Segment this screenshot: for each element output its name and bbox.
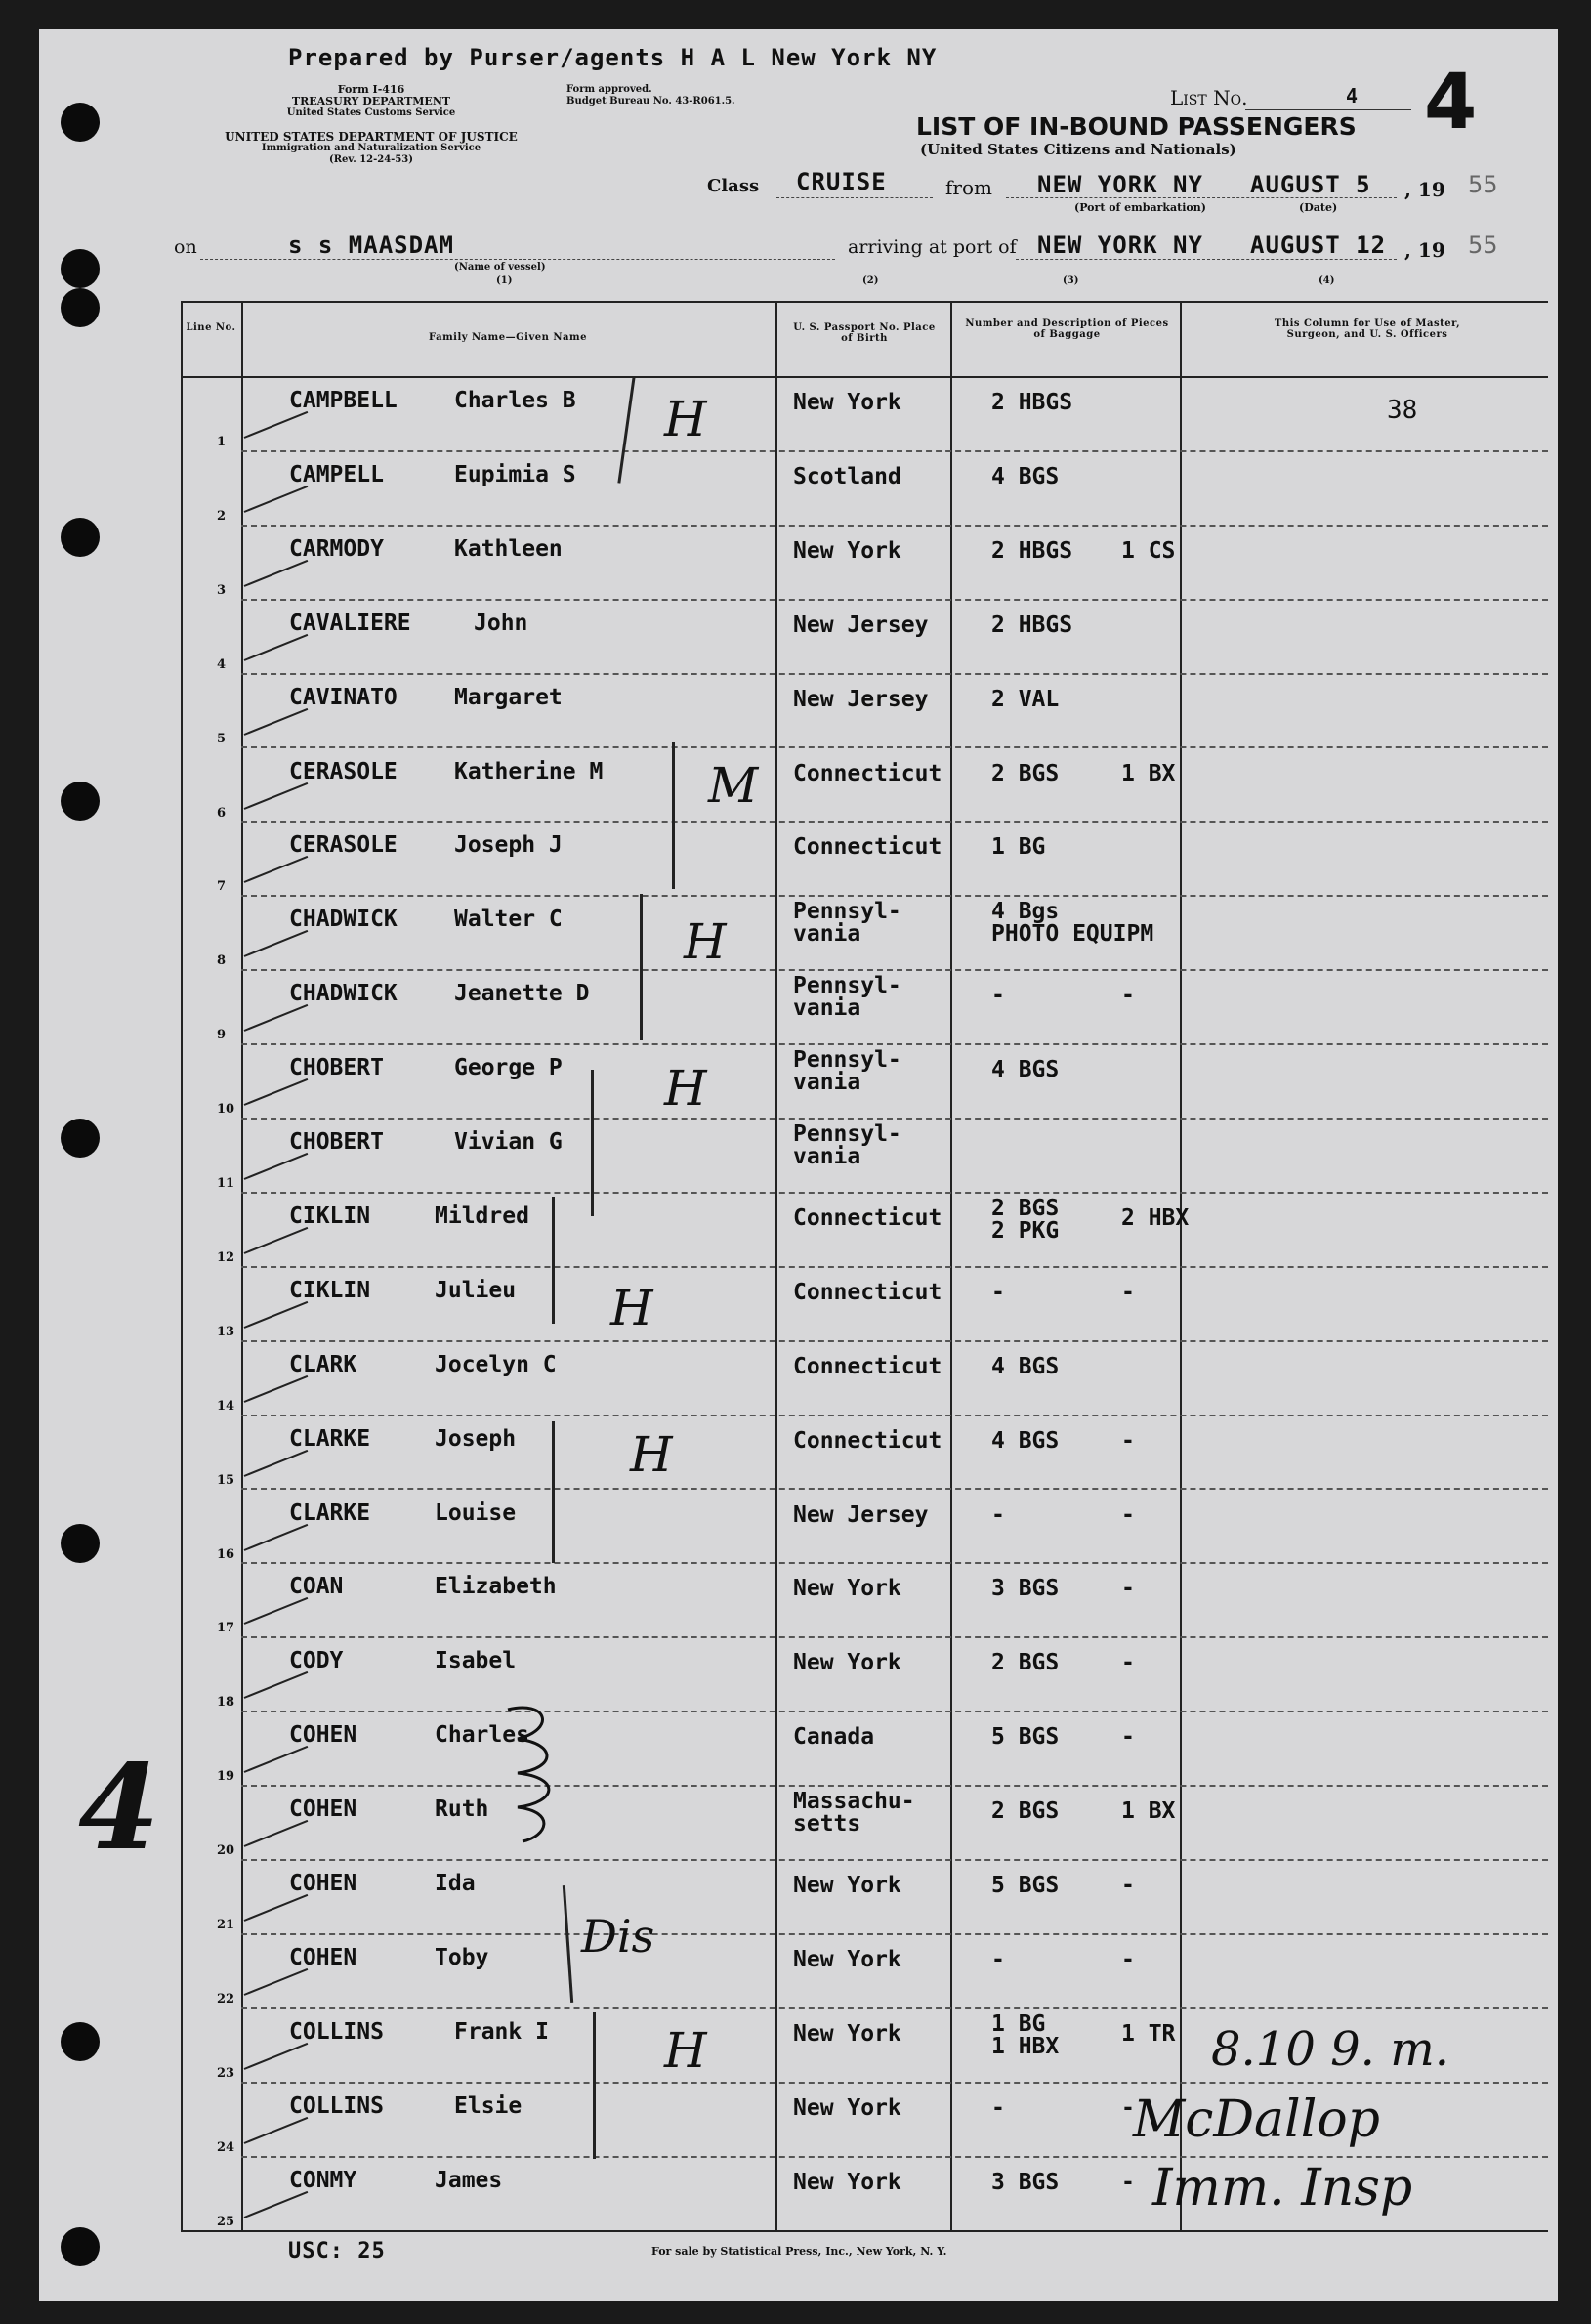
arrival-date: AUGUST 12 (1250, 232, 1387, 259)
table-row (39, 1489, 1558, 1563)
officer-row1-number: 38 (1387, 396, 1418, 425)
class-label: Class (707, 176, 760, 196)
baggage-description: 3 BGS (991, 1576, 1060, 1602)
baggage-extra: - (1121, 1873, 1135, 1898)
baggage-description: 2 BGS (991, 760, 1060, 786)
family-name: CHADWICK (289, 907, 398, 933)
family-name: COLLINS (289, 2092, 384, 2119)
list-no-label: List No. (1170, 86, 1248, 109)
line-number: 5 (217, 731, 227, 746)
check-mark (244, 560, 309, 587)
line-number: 9 (217, 1028, 227, 1043)
treasury-dept: TREASURY DEPARTMENT (291, 95, 451, 107)
table-row (39, 1043, 1558, 1118)
family-name: CIKLIN (289, 1277, 371, 1303)
baggage-description: 4 BGS (991, 1427, 1060, 1454)
family-name: CLARKE (289, 1500, 371, 1526)
list-no: 4 (1346, 84, 1360, 107)
handwritten-h-mark: H (664, 391, 707, 447)
given-name: Elsie (454, 2092, 523, 2119)
from-label: from (945, 176, 992, 199)
on-label: on (174, 236, 197, 258)
embarkation-caption: (Port of embarkation) (1074, 201, 1206, 214)
family-name: COHEN (289, 1722, 357, 1749)
ins-service: Immigration and Naturalization Service (261, 143, 481, 153)
place-of-birth: New York (793, 2094, 901, 2121)
place-of-birth: Pennsyl- vania (793, 1047, 901, 1096)
given-name: Mildred (435, 1203, 529, 1229)
given-name: Eupimia S (454, 461, 576, 487)
place-of-birth: Connecticut (793, 760, 942, 786)
check-mark (244, 1004, 309, 1032)
baggage-extra: - (1121, 2094, 1135, 2121)
handwritten-h-mark: H (610, 1280, 653, 1336)
cap-2: (2) (862, 275, 879, 286)
place-of-birth: Connecticut (793, 834, 942, 861)
family-name: CERASOLE (289, 832, 398, 859)
line-number: 14 (217, 1398, 235, 1414)
revision: (Rev. 12-24-53) (329, 154, 413, 165)
given-name: Katherine M (454, 758, 604, 784)
handwritten-h-mark: H (684, 913, 727, 970)
punch-hole (61, 288, 100, 327)
line-number: 7 (217, 879, 227, 895)
page-subtitle: (United States Citizens and Nationals) (920, 141, 1236, 158)
line-number: 6 (217, 805, 227, 821)
family-name: COHEN (289, 1871, 357, 1896)
place-of-birth: New York (793, 1946, 901, 1972)
punch-hole (61, 2227, 100, 2266)
given-name: James (435, 2167, 503, 2193)
line-number: 3 (217, 582, 227, 598)
form-approved: Form approved. (566, 84, 652, 95)
handwritten-m-mark: M (708, 757, 759, 814)
baggage-description: 2 BGS 2 PKG (991, 1195, 1060, 1244)
table-row (39, 1636, 1558, 1711)
baggage-description: 4 BGS (991, 1057, 1060, 1083)
given-name: Louise (435, 1500, 517, 1526)
line-number: 8 (217, 953, 227, 969)
check-mark (244, 1227, 309, 1254)
table-row (39, 376, 1558, 450)
given-name: Joseph J (454, 832, 563, 859)
check-mark (244, 634, 309, 661)
inspector-signature: McDallop (1133, 2091, 1380, 2149)
given-name: John (474, 610, 528, 636)
col-header-officers: This Column for Use of Master, Surgeon, and U. S. Officers (1274, 318, 1461, 340)
usc-count: USC: 25 (288, 2239, 386, 2263)
prepared-by: Prepared by Purser/agents H A L New York NY (288, 44, 938, 71)
from-date: AUGUST 5 (1250, 171, 1371, 198)
family-name: CHOBERT (289, 1129, 384, 1155)
table-row (39, 747, 1558, 822)
line-number: 19 (217, 1769, 235, 1785)
vessel-name: s s MAASDAM (288, 232, 454, 259)
check-mark (244, 1820, 309, 1847)
cap-4: (4) (1319, 275, 1335, 286)
col-header-line-no: Line No. (186, 322, 236, 333)
baggage-description: - (991, 983, 1005, 1009)
check-mark (244, 707, 309, 735)
check-mark (244, 856, 309, 883)
baggage-description: - (991, 1946, 1005, 1972)
family-name: COLLINS (289, 2018, 384, 2045)
place-of-birth: Scotland (793, 463, 901, 489)
baggage-extra: 2 HBX (1121, 1204, 1190, 1231)
given-name: Margaret (454, 684, 563, 710)
baggage-extra: - (1121, 1650, 1135, 1676)
baggage-description: 3 BGS (991, 2169, 1060, 2195)
baggage-description: 2 BGS (991, 1650, 1060, 1676)
table-row (39, 1933, 1558, 2007)
table-row (39, 821, 1558, 895)
given-name: Julieu (435, 1277, 517, 1303)
check-mark (244, 782, 309, 809)
form-number: Form I-416 (337, 83, 405, 96)
line-number: 10 (217, 1102, 235, 1118)
check-mark (244, 2190, 309, 2218)
line-number: 15 (217, 1472, 235, 1488)
family-name: CODY (289, 1648, 344, 1674)
family-name: CHOBERT (289, 1055, 384, 1081)
place-of-birth: Pennsyl- vania (793, 1121, 901, 1169)
line-number: 23 (217, 2065, 235, 2081)
line-number: 24 (217, 2139, 235, 2155)
baggage-description: 2 VAL (991, 686, 1060, 712)
check-mark (244, 1078, 309, 1106)
baggage-extra: - (1121, 1724, 1135, 1751)
class-value: CRUISE (796, 168, 887, 195)
col-header-name: Family Name—Given Name (429, 332, 587, 343)
table-row (39, 1192, 1558, 1266)
family-name: CHADWICK (289, 981, 398, 1007)
baggage-extra: 1 TR (1121, 2020, 1176, 2047)
col-header-passport: U. S. Passport No. Place of Birth (793, 322, 936, 344)
baggage-description: 1 BG (991, 834, 1046, 861)
baggage-extra: - (1121, 1427, 1135, 1454)
baggage-extra: 1 BX (1121, 1798, 1176, 1825)
baggage-description: 2 HBGS (991, 537, 1073, 564)
place-of-birth: New Jersey (793, 686, 929, 712)
baggage-extra: - (1121, 983, 1135, 1009)
year-suffix: 55 (1468, 171, 1498, 198)
place-of-birth: Connecticut (793, 1427, 942, 1454)
family-name: CAVALIERE (289, 610, 411, 636)
given-name: Charles B (454, 388, 576, 413)
family-name: CIKLIN (289, 1203, 371, 1229)
family-name: COHEN (289, 1944, 357, 1970)
arrival-year-prefix: , 19 (1404, 238, 1445, 262)
line-number: 1 (217, 435, 227, 449)
handwritten-h-mark: H (630, 1426, 673, 1483)
given-name: Joseph (435, 1425, 517, 1452)
page-title: LIST OF IN-BOUND PASSENGERS (916, 112, 1357, 141)
baggage-description: - (991, 1279, 1005, 1305)
baggage-extra: - (1121, 1501, 1135, 1528)
baggage-description: 2 HBGS (991, 390, 1073, 415)
place-of-birth: New York (793, 1650, 901, 1676)
baggage-extra: - (1121, 1576, 1135, 1602)
place-of-birth: Canada (793, 1724, 875, 1751)
arriving-label: arriving at port of (848, 236, 1017, 258)
given-name: Elizabeth (435, 1574, 557, 1600)
cap-3: (3) (1063, 275, 1079, 286)
line-number: 12 (217, 1249, 235, 1265)
check-mark (244, 1746, 309, 1773)
baggage-extra: 1 CS (1121, 537, 1176, 564)
line-number: 2 (217, 508, 227, 524)
cap-1: (1) (496, 275, 513, 286)
table-row (39, 969, 1558, 1043)
line-number: 25 (217, 2214, 235, 2229)
place-of-birth: New Jersey (793, 612, 929, 638)
baggage-description: - (991, 2094, 1005, 2121)
baggage-description: 5 BGS (991, 1724, 1060, 1751)
check-mark (244, 1671, 309, 1699)
check-mark (244, 1153, 309, 1180)
given-name: Kathleen (454, 535, 563, 562)
check-mark (244, 486, 309, 513)
place-of-birth: Connecticut (793, 1353, 942, 1379)
given-name: Walter C (454, 907, 563, 933)
margin-mark: 4 (78, 1739, 160, 1877)
given-name: Toby (435, 1944, 489, 1970)
budget-bureau: Budget Bureau No. 43-R061.5. (566, 96, 735, 106)
given-name: Ida (435, 1871, 476, 1896)
line-number: 20 (217, 1843, 235, 1859)
punch-hole (61, 249, 100, 288)
baggage-description: 1 BG 1 HBX (991, 2010, 1060, 2059)
customs-service: United States Customs Service (286, 107, 456, 118)
family-name: CLARKE (289, 1425, 371, 1452)
place-of-birth: New York (793, 2020, 901, 2047)
scribble-mark (488, 1700, 566, 1846)
handwritten-h-mark: H (664, 1060, 707, 1117)
place-of-birth: New York (793, 1576, 901, 1602)
baggage-description: 4 BGS (991, 1353, 1060, 1379)
place-of-birth: Connecticut (793, 1204, 942, 1231)
handwritten-h-mark: H (664, 2022, 707, 2079)
check-mark (244, 1894, 309, 1922)
check-mark (244, 2117, 309, 2144)
place-of-birth: New Jersey (793, 1501, 929, 1528)
baggage-extra: - (1121, 2169, 1135, 2195)
check-mark (244, 930, 309, 957)
arrival-port: NEW YORK NY (1037, 232, 1203, 259)
family-name: CAVINATO (289, 684, 398, 710)
line-number: 18 (217, 1695, 235, 1711)
check-mark (244, 1449, 309, 1476)
given-name: Ruth (435, 1796, 489, 1823)
col-header-baggage: Number and Description of Pieces of Baggage (965, 318, 1169, 340)
date-caption: (Date) (1299, 201, 1338, 214)
document-sheet (39, 29, 1558, 2301)
baggage-description: 5 BGS (991, 1873, 1060, 1898)
table-row (39, 673, 1558, 747)
family-name: COHEN (289, 1796, 357, 1823)
given-name: Isabel (435, 1648, 517, 1674)
given-name: Frank I (454, 2018, 549, 2045)
line-number: 11 (217, 1176, 235, 1191)
place-of-birth: Massachu- setts (793, 1789, 915, 1838)
baggage-description: - (991, 1501, 1005, 1528)
baggage-description: 4 BGS (991, 463, 1060, 489)
inspector-title: Imm. Insp (1152, 2159, 1413, 2218)
given-name: Jocelyn C (435, 1351, 557, 1377)
arrival-year-suffix: 55 (1468, 232, 1498, 259)
family-name: CLARK (289, 1351, 357, 1377)
line-number: 22 (217, 1991, 235, 2007)
family-name: CAMPELL (289, 461, 384, 487)
baggage-extra: 1 BX (1121, 760, 1176, 786)
given-name: Jeanette D (454, 981, 590, 1007)
family-name: CERASOLE (289, 758, 398, 784)
table-row (39, 1785, 1558, 1859)
table-row (39, 1711, 1558, 1785)
line-number: 17 (217, 1621, 235, 1636)
table-row (39, 525, 1558, 599)
place-of-birth: Pennsyl- vania (793, 973, 901, 1022)
check-mark (244, 1968, 309, 1996)
table-row (39, 1415, 1558, 1489)
given-name: Vivian G (454, 1129, 563, 1155)
from-port: NEW YORK NY (1037, 171, 1203, 198)
line-number: 21 (217, 1918, 235, 1932)
table-row (39, 1859, 1558, 1933)
page-number: 4 (1424, 59, 1478, 147)
place-of-birth: Connecticut (793, 1279, 942, 1305)
given-name: Charles (435, 1722, 529, 1749)
family-name: CAMPBELL (289, 388, 398, 413)
table-top-rule (181, 301, 1548, 303)
baggage-description: 2 BGS (991, 1798, 1060, 1825)
place-of-birth: New York (793, 390, 901, 415)
table-bottom-rule (181, 2230, 1548, 2232)
line-number: 13 (217, 1324, 235, 1339)
place-of-birth: New York (793, 1873, 901, 1898)
table-row (39, 1266, 1558, 1340)
baggage-extra: - (1121, 1279, 1135, 1305)
check-mark (244, 1301, 309, 1329)
check-mark (244, 2043, 309, 2070)
table-row (39, 1118, 1558, 1192)
inspector-time: 8.10 9. m. (1211, 2022, 1449, 2077)
table-row (39, 895, 1558, 969)
line-number: 16 (217, 1546, 235, 1562)
printer-credit: For sale by Statistical Press, Inc., New York, N. Y. (651, 2245, 947, 2258)
given-name: George P (454, 1055, 563, 1081)
family-name: CARMODY (289, 535, 384, 562)
baggage-description: 2 HBGS (991, 612, 1073, 638)
place-of-birth: Pennsyl- vania (793, 899, 901, 948)
check-mark (244, 1523, 309, 1550)
table-row (39, 599, 1558, 673)
year-prefix: , 19 (1404, 178, 1445, 201)
place-of-birth: New York (793, 2169, 901, 2195)
check-mark (244, 1597, 309, 1625)
baggage-extra: - (1121, 1946, 1135, 1972)
table-row (39, 450, 1558, 525)
family-name: COAN (289, 1574, 344, 1600)
vessel-caption: (Name of vessel) (454, 262, 546, 273)
table-row (39, 1562, 1558, 1636)
baggage-description: 4 Bgs PHOTO EQUIPM (991, 899, 1154, 948)
justice-dept: UNITED STATES DEPARTMENT OF JUSTICE (225, 130, 518, 144)
handwritten-dis-mark: Dis (581, 1910, 655, 1963)
line-number: 4 (217, 656, 227, 672)
place-of-birth: New York (793, 537, 901, 564)
check-mark (244, 411, 309, 439)
punch-hole (61, 103, 100, 142)
table-row (39, 1340, 1558, 1415)
check-mark (244, 1375, 309, 1403)
family-name: CONMY (289, 2167, 357, 2193)
